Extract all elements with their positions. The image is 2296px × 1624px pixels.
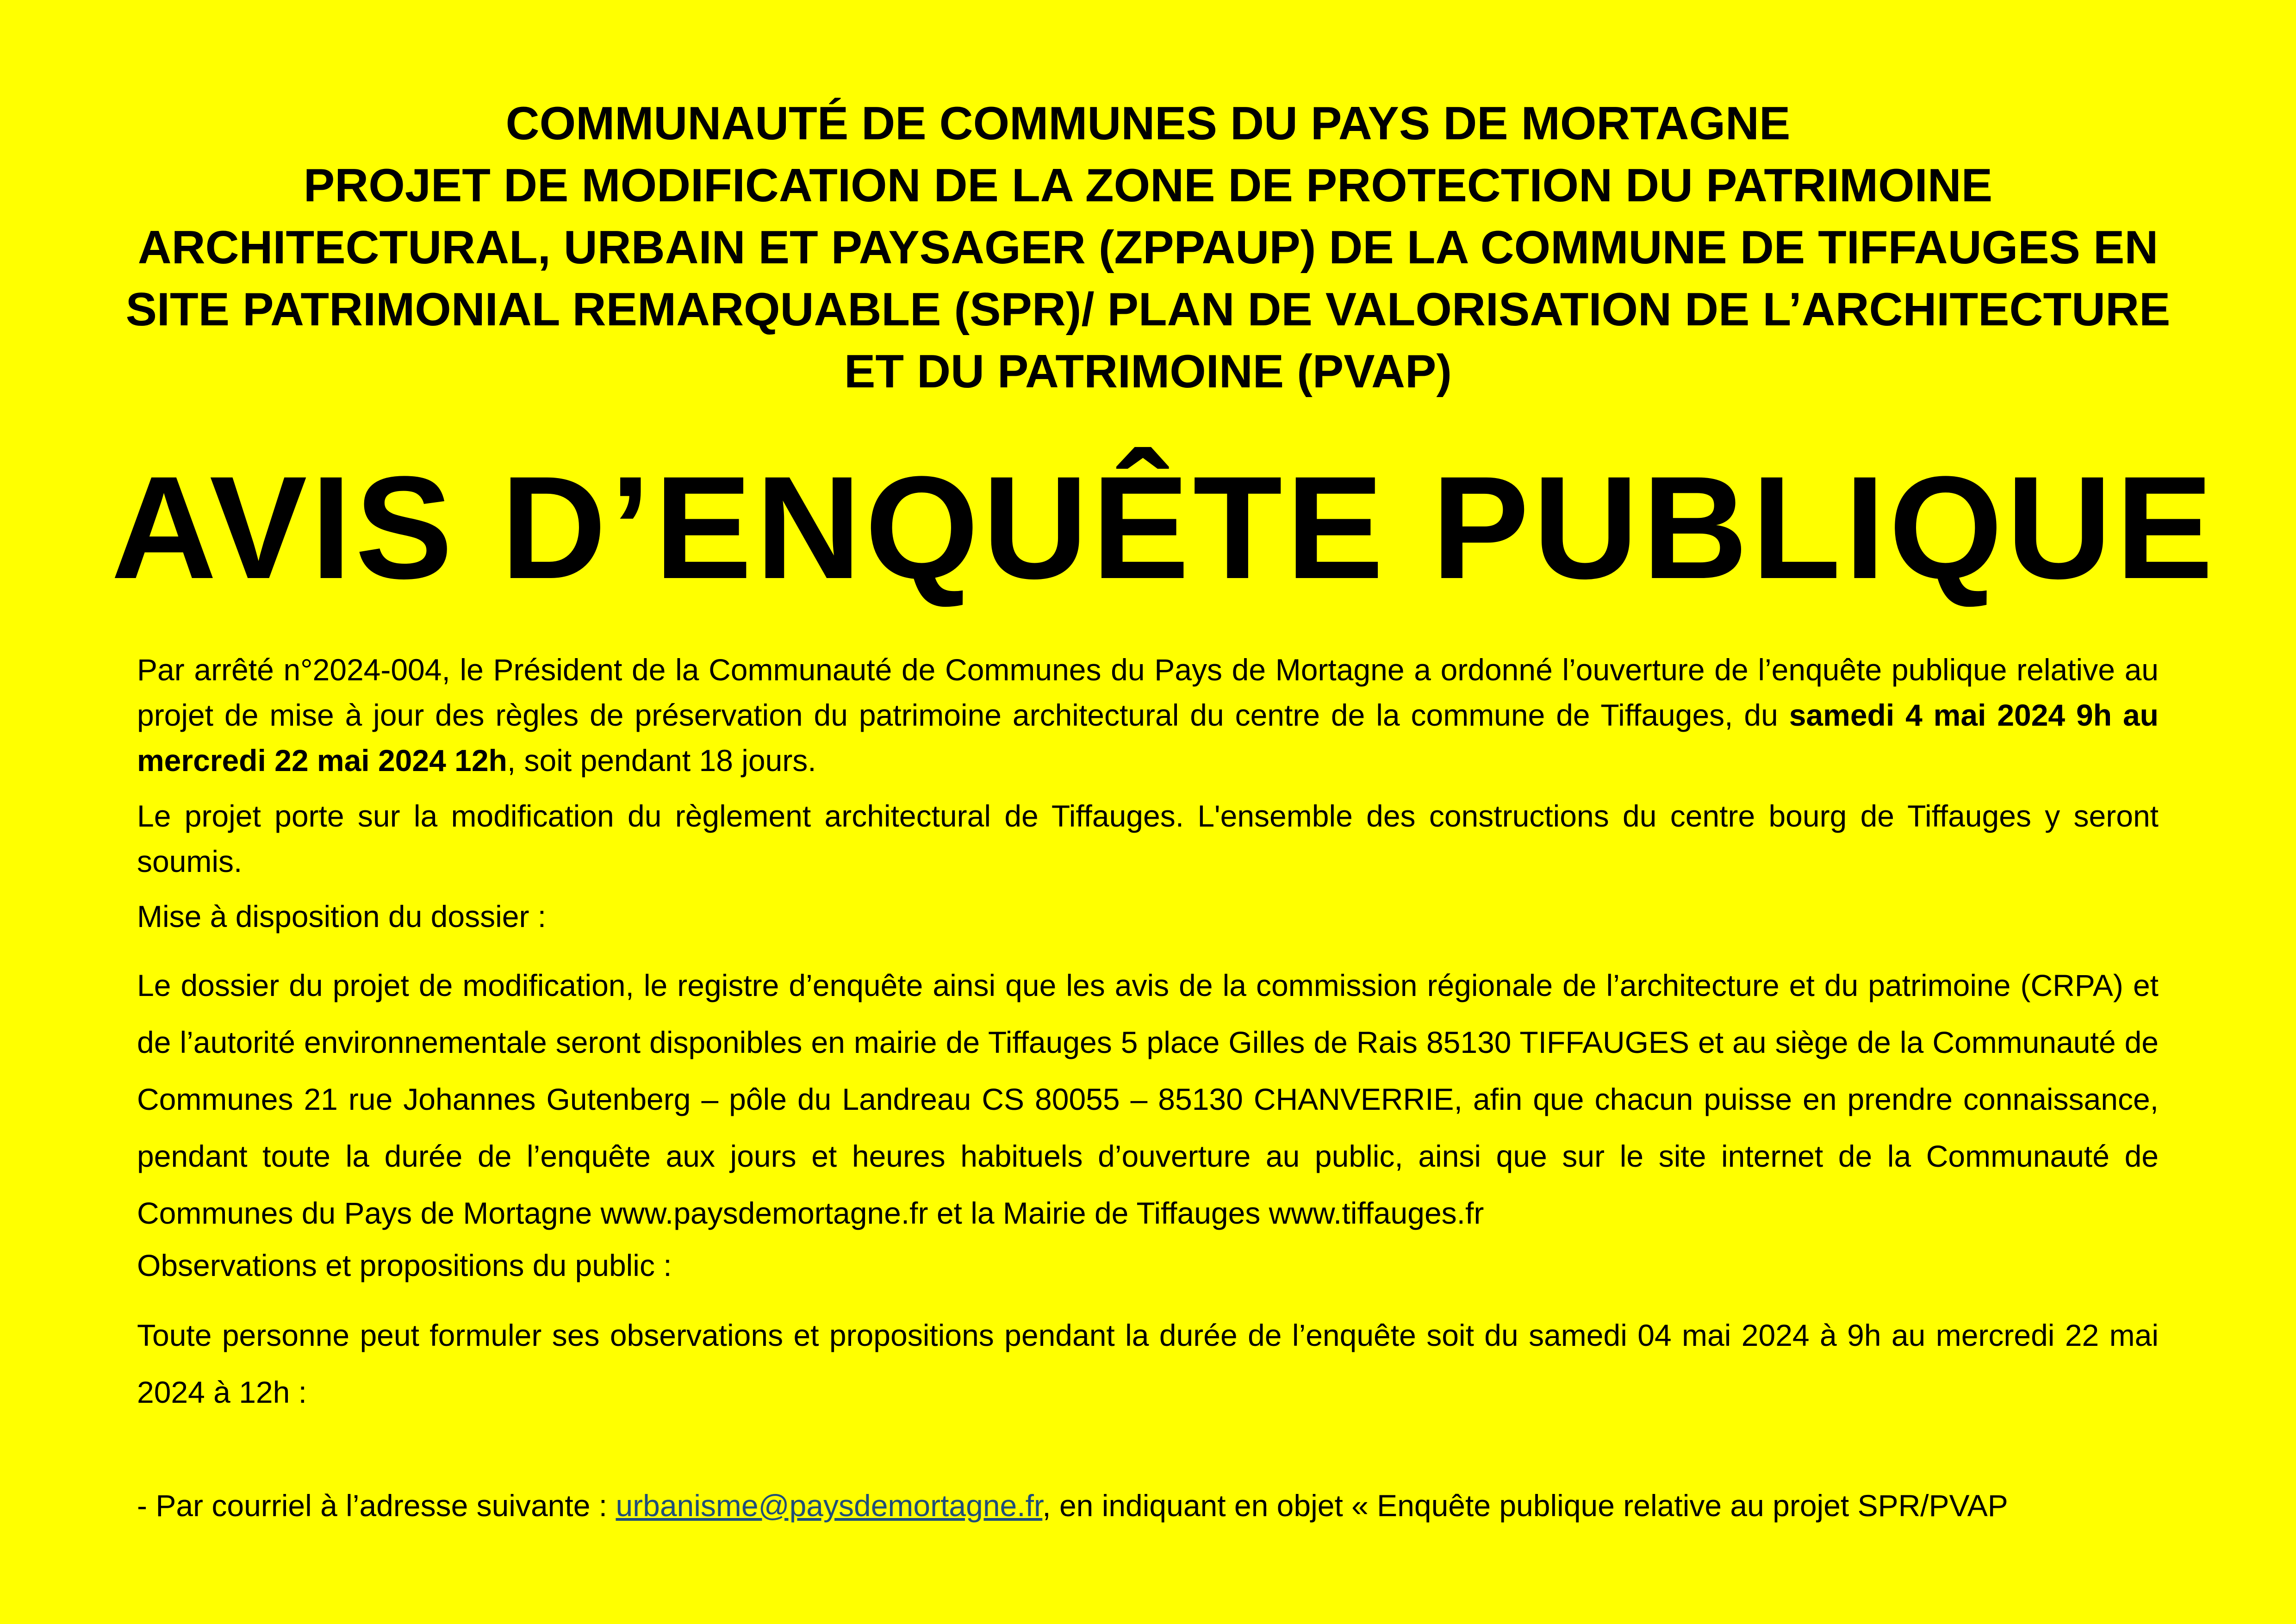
intro-text: Par arrêté n°2024-004, le Président de la Communauté de Communes du Pays de Mortagne a ordonné l’ouverture de l’enquête publique relative au projet de mise à jour des règles de préservation du patrimoine architectural du centre de la commune de Tiffauges, du bbox=[137, 653, 2159, 732]
dossier-paragraph: Le dossier du projet de modification, le registre d’enquête ainsi que les avis de la commission régionale de l’architecture et du patrimoine (CRPA) et de l’autorité environnementale seront disponibles en mairie de Tiffauges 5 place Gilles de Rais 85130 TIFFAUGES et au siège de la Communauté de Communes 21 rue Johannes Gutenberg – pôle du Landreau CS 80055 – 85130 CHANVERRIE, afin que chacun puisse en prendre connaissance, pendant toute la durée de l’enquête aux jours et heures habituels d’ouverture au public, ainsi que sur le site internet de la Communauté de Communes du Pays de Mortagne www.paysdemortagne.fr et la Mairie de Tiffauges www.tiffauges.fr bbox=[137, 968, 2159, 1230]
observations-paragraph: Toute personne peut formuler ses observations et propositions pendant la durée de l’enquête soit du samedi 04 mai 2024 à 9h au mercredi 22 mai 2024 à 12h : bbox=[137, 1318, 2159, 1409]
header-block bbox=[111, 93, 2185, 403]
intro-tail: , soit pendant 18 jours. bbox=[507, 743, 816, 778]
email-line bbox=[137, 1483, 2159, 1528]
notice-title: AVIS D’ENQUÊTE PUBLIQUE bbox=[111, 446, 2217, 609]
header-line-project-4: ET DU PATRIMOINE (PVAP) bbox=[844, 346, 1452, 398]
header-line-organisation: COMMUNAUTÉ DE COMMUNES DU PAYS DE MORTAGNE bbox=[505, 98, 1791, 149]
intro-paragraph bbox=[137, 647, 2159, 783]
email-link[interactable]: urbanisme@paysdemortagne.fr bbox=[616, 1488, 1043, 1523]
email-prefix: - Par courriel à l’adresse suivante : bbox=[137, 1488, 616, 1523]
inquiry-dates: samedi 4 mai 2024 9h au mercredi 22 mai 2024 12h bbox=[137, 698, 2159, 778]
project-paragraph: Le projet porte sur la modification du règlement architectural de Tiffauges. L'ensemble des constructions du centre bourg de Tiffauges y seront soumis. bbox=[137, 799, 2159, 878]
header-line-project-2: ARCHITECTURAL, URBAIN ET PAYSAGER (ZPPAUP) DE LA COMMUNE DE TIFFAUGES EN bbox=[137, 222, 2159, 274]
header-line-project-1: PROJET DE MODIFICATION DE LA ZONE DE PROTECTION DU PATRIMOINE bbox=[303, 160, 1993, 212]
dossier-heading: Mise à disposition du dossier : bbox=[137, 899, 547, 933]
email-suffix: , en indiquant en objet « Enquête publique relative au projet SPR/PVAP bbox=[1042, 1488, 2008, 1523]
header-line-project-3: SITE PATRIMONIAL REMARQUABLE (SPR)/ PLAN DE VALORISATION DE L’ARCHITECTURE bbox=[125, 284, 2171, 336]
observations-heading: Observations et propositions du public : bbox=[137, 1248, 672, 1282]
